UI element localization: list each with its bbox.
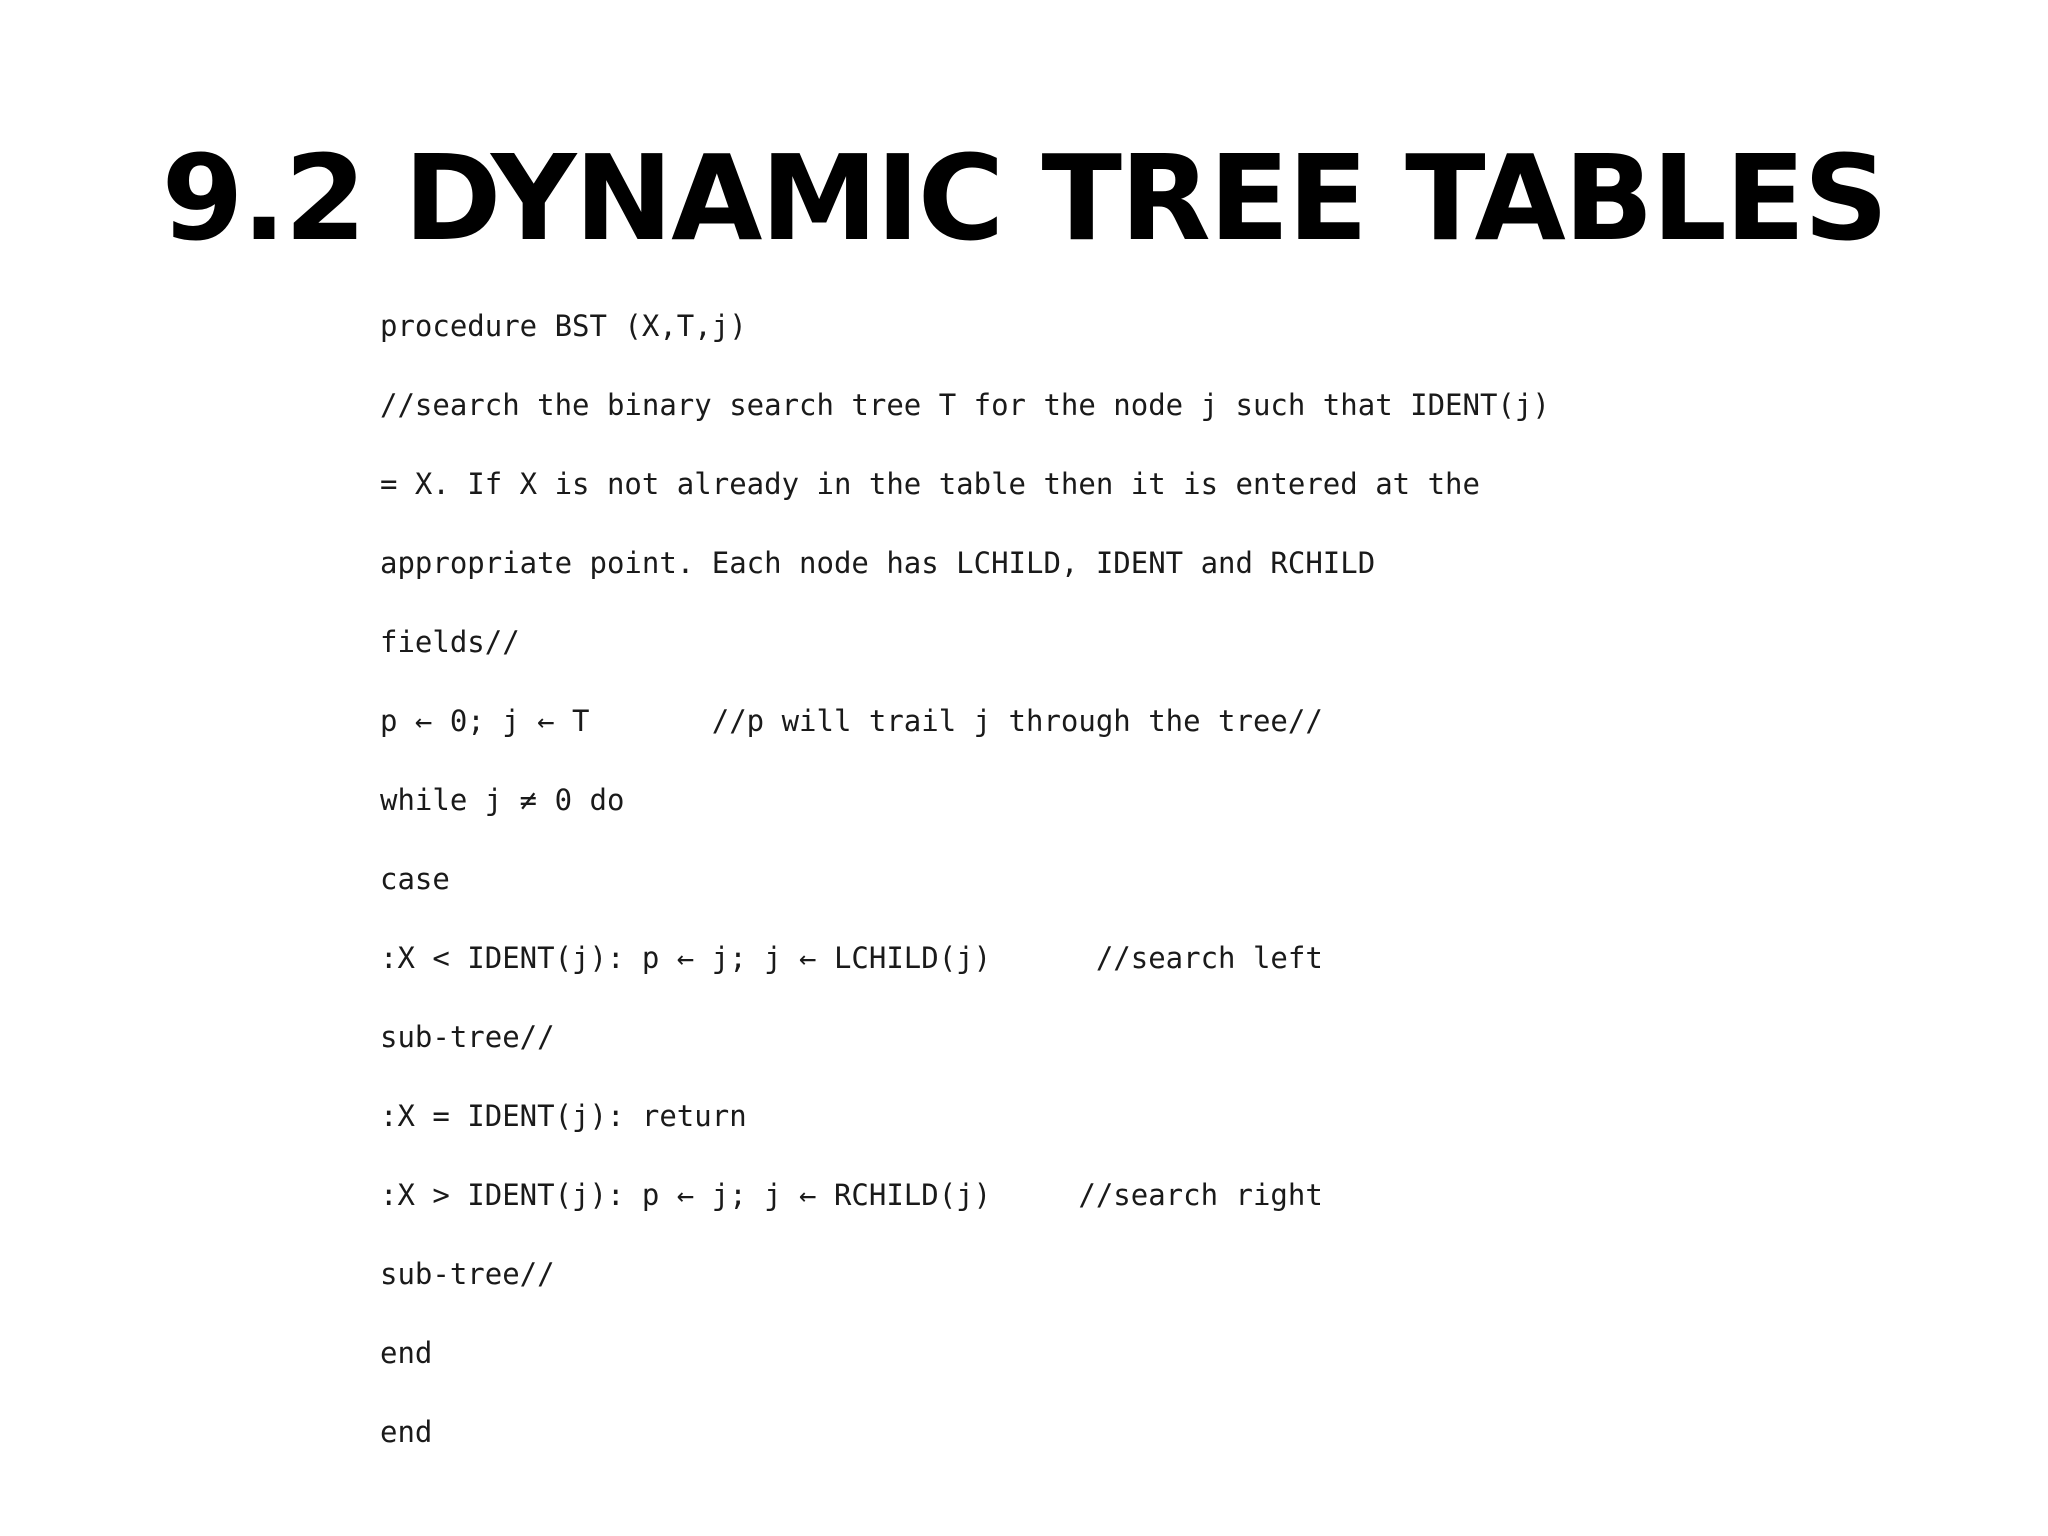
pseudocode-block [380, 300, 1980, 1485]
slide-title: 9.2 DYNAMIC TREE TABLES [161, 129, 1887, 267]
code-line: fields// [380, 625, 520, 659]
code-line: end [380, 1336, 433, 1370]
code-line: end [380, 1415, 433, 1449]
code-line: case [380, 862, 450, 896]
code-line: sub-tree// [380, 1020, 555, 1054]
code-line: :X > IDENT(j): p ← j; j ← RCHILD(j) //search right [380, 1178, 1323, 1212]
code-line: = X. If X is not already in the table then it is entered at the [380, 467, 1480, 501]
code-line: p ← 0; j ← T //p will trail j through the tree// [380, 704, 1323, 738]
code-line: appropriate point. Each node has LCHILD, IDENT and RCHILD [380, 546, 1376, 580]
code-line: procedure BST (X,T,j) [380, 309, 747, 343]
code-line: :X < IDENT(j): p ← j; j ← LCHILD(j) //search left [380, 941, 1323, 975]
code-line: //search the binary search tree T for the node j such that IDENT(j) [380, 388, 1550, 422]
code-line: sub-tree// [380, 1257, 555, 1291]
code-line: while j ≠ 0 do [380, 783, 625, 817]
code-line: :X = IDENT(j): return [380, 1099, 747, 1133]
